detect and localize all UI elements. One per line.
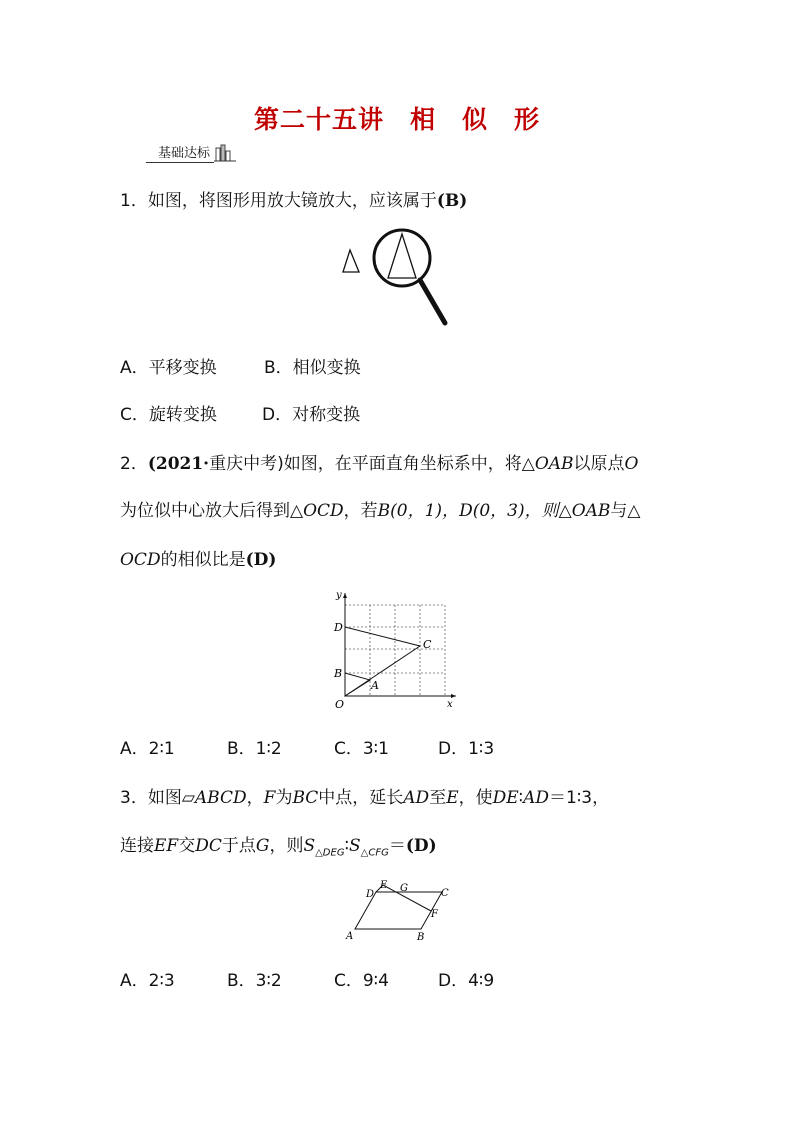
q2-d-coord: (0，3)，则△ (472, 501, 572, 521)
q3-stem-line2 (120, 831, 437, 858)
label-a: A (346, 931, 354, 942)
q2-stem-line1 (120, 449, 638, 474)
label-c: C (441, 888, 449, 899)
q1-magnifier-figure (335, 228, 455, 328)
q3-option-d: D．4∶9 (438, 971, 495, 991)
q3-g: G (255, 836, 270, 856)
q3-abcd: ABCD (194, 788, 247, 808)
q3-de: DE (492, 788, 519, 808)
label-e: E (380, 880, 388, 891)
q2-text: 如图，在平面直角坐标系中，将△ (283, 454, 535, 474)
q3-dc: DC (195, 836, 222, 856)
q3-text: 至 (429, 788, 447, 808)
q3-options (120, 966, 494, 991)
q1-options-row1 (120, 353, 361, 378)
q3-text: 交 (178, 836, 196, 856)
q1-answer: (B) (436, 191, 468, 211)
label-f: F (431, 909, 438, 920)
q3-answer: (D) (405, 836, 437, 856)
triangle-ocd (345, 627, 420, 696)
q2-option-d: D．1∶3 (438, 739, 495, 759)
q2-o: O (624, 454, 639, 474)
label-x: x (447, 699, 453, 710)
q3-text: ∶ (344, 836, 350, 856)
q3-text: ，则 (269, 836, 304, 856)
q3-stem-line1 (120, 783, 609, 808)
q2-text: 以原点 (573, 454, 625, 474)
q3-text: ＝1∶3， (549, 788, 610, 808)
q3-area-sub-cfg: △CFG (360, 847, 389, 859)
q3-parallelogram-figure (340, 880, 460, 945)
label-g: G (400, 883, 408, 894)
page-title: 第二十五讲 相 似 形 (253, 105, 540, 134)
q3-text: 于点 (221, 836, 256, 856)
label-b: B (417, 932, 425, 943)
q2-source: 重庆中考) (209, 454, 284, 474)
q2-option-c: C．3∶1 (334, 739, 389, 759)
q1-option-d: D．对称变换 (262, 405, 361, 425)
parallelogram-symbol: ▱ (181, 788, 195, 808)
q3-bc: BC (292, 788, 319, 808)
label-d: D (334, 621, 343, 634)
q3-text: 为 (275, 788, 293, 808)
q2-oab: OAB (534, 454, 574, 474)
q3-text: ＝ (388, 836, 406, 856)
q1-option-b: B．相似变换 (264, 358, 361, 378)
q2-ocd: OCD (303, 501, 344, 521)
q3-e: E (446, 788, 459, 808)
q1-stem (120, 186, 467, 211)
q2-b: B (377, 501, 391, 521)
q3-ad: AD (523, 788, 550, 808)
section-badge (146, 142, 236, 163)
q2-text: ，若 (343, 501, 378, 521)
q2-stem-line2 (120, 496, 640, 521)
q2-coordinate-figure (328, 588, 468, 713)
q3-text: ∶ (518, 788, 524, 808)
q1-text: 1．如图，将图形用放大镜放大，应该属于 (120, 191, 437, 211)
q3-text: 连接 (120, 836, 154, 856)
section-label: 基础达标 (146, 142, 214, 163)
q1-option-a: A．平移变换 (120, 358, 217, 378)
q2-answer: (D) (245, 550, 277, 570)
q2-options (120, 734, 494, 759)
q2-ocd: OCD (120, 550, 161, 570)
q3-number: 3．如图 (120, 788, 182, 808)
q2-b-coord: (0，1)， (390, 501, 460, 521)
q2-oab: OAB (571, 501, 611, 521)
q2-option-b: B．1∶2 (227, 739, 282, 759)
small-triangle (343, 250, 359, 272)
q3-option-b: B．3∶2 (227, 971, 282, 991)
label-b: B (334, 667, 343, 680)
label-o: O (335, 698, 345, 711)
q3-ad: AD (403, 788, 430, 808)
triangle-oab (345, 673, 370, 696)
q3-option-a: A．2∶3 (120, 971, 175, 991)
q2-source-year: (2021· (147, 454, 210, 474)
q3-option-c: C．9∶4 (334, 971, 389, 991)
label-d: D (366, 889, 375, 900)
magnifier-handle (420, 280, 445, 323)
enlarged-triangle (388, 234, 416, 278)
q3-text: ，使 (458, 788, 493, 808)
q3-text: 中点，延长 (318, 788, 404, 808)
q3-text: ， (246, 788, 264, 808)
q1-option-c: C．旋转变换 (120, 405, 217, 425)
label-a: A (371, 679, 379, 692)
q3-area-symbol: S (349, 836, 361, 856)
q3-area-sub-deg: △DEG (315, 847, 345, 859)
q1-options-row2 (120, 400, 360, 425)
q2-stem-line3 (120, 545, 276, 570)
q3-ef: EF (154, 836, 179, 856)
q2-text: 与△ (610, 501, 641, 521)
q2-d: D (459, 501, 473, 521)
q3-area-symbol: S (303, 836, 316, 856)
q2-number: 2． (120, 454, 148, 474)
q2-text: 为位似中心放大后得到△ (120, 501, 304, 521)
books-icon (214, 143, 236, 163)
label-y: y (336, 590, 342, 601)
q2-option-a: A．2∶1 (120, 739, 175, 759)
q3-f: F (263, 788, 276, 808)
label-c: C (423, 638, 432, 651)
q2-text: 的相似比是 (160, 550, 246, 570)
